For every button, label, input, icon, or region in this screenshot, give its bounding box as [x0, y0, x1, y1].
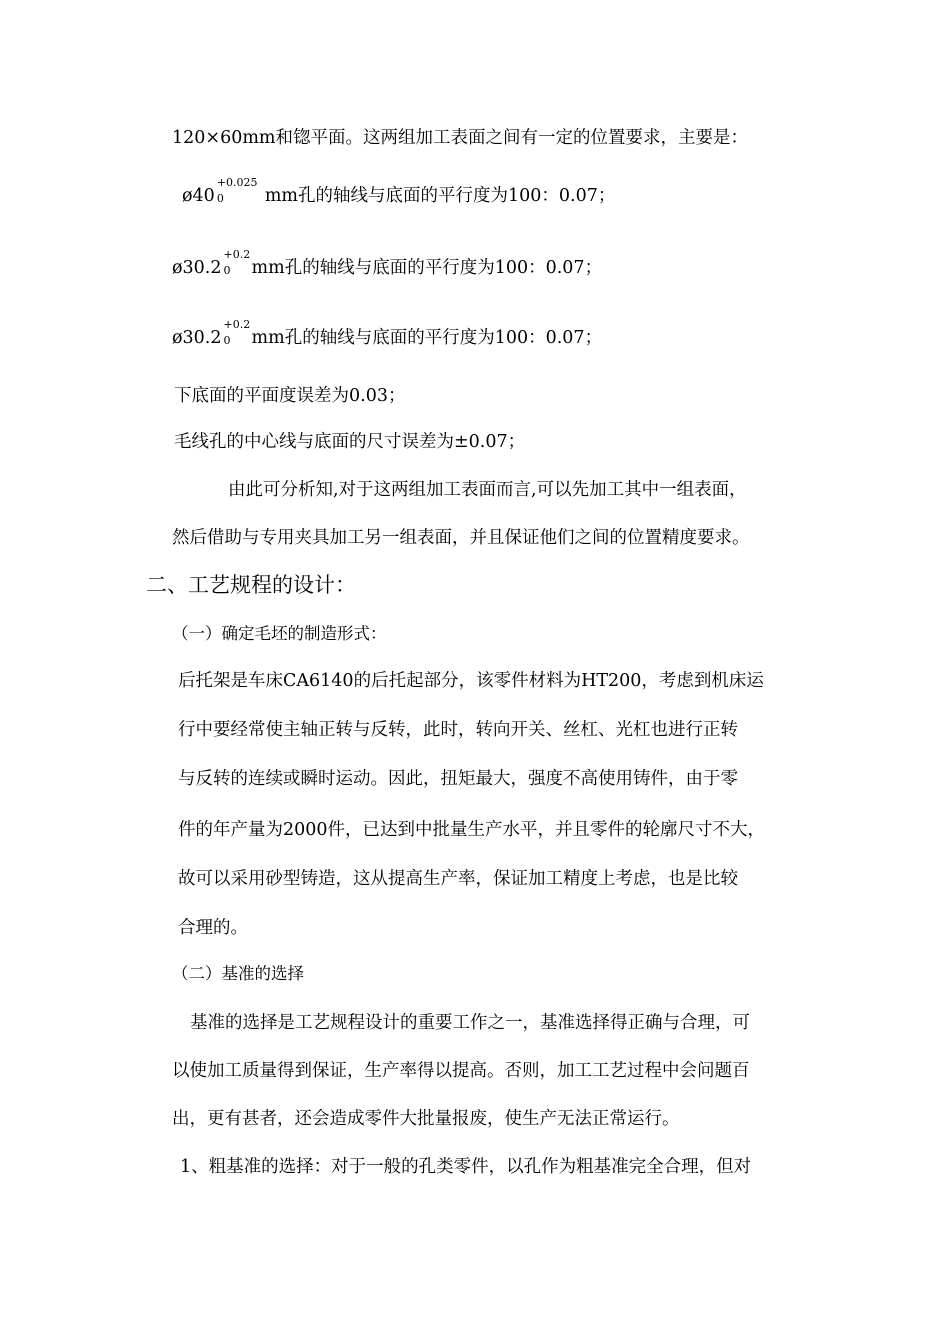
- requirement-2: [172, 248, 603, 280]
- sub1-line-1: 后托架是车床CA6140的后托起部分，该零件材料为HT200，考虑到机床运: [178, 671, 764, 691]
- requirement-3-lower: 0: [223, 334, 231, 347]
- sub1-line-3: 与反转的连续或瞬时运动。因此，扭矩最大，强度不高使用铸件，由于零: [178, 769, 738, 789]
- section-title: 二、工艺规程的设计：: [146, 573, 356, 597]
- sub1-line-2: 行中要经常使主轴正转与反转，此时，转向开关、丝杠、光杠也进行正转: [178, 720, 738, 740]
- sub2-line-3: 出，更有甚者，还会造成零件大批量报废，使生产无法正常运行。: [172, 1109, 680, 1129]
- flatness-line: 下底面的平面度误差为0.03；: [174, 386, 406, 406]
- sub1-line-5: 故可以采用砂型铸造，这从提高生产率，保证加工精度上考虑，也是比较: [178, 869, 738, 889]
- requirement-3-text: mm孔的轴线与底面的平行度为100：0.07；: [251, 328, 603, 348]
- requirement-1-lower: 0: [216, 192, 224, 205]
- sub1-line-6: 合理的。: [178, 918, 248, 938]
- analysis-line-2: 然后借助与专用夹具加工另一组表面，并且保证他们之间的位置精度要求。: [172, 528, 750, 548]
- requirement-3-upper: +0.2: [223, 318, 251, 331]
- requirement-3-tolerance: [222, 318, 252, 350]
- subsection-2-title: （二）基准的选择: [172, 964, 304, 983]
- requirement-1-upper: +0.025: [216, 176, 258, 189]
- analysis-line-1: 由此可分析知,对于这两组加工表面而言,可以先加工其中一组表面，: [228, 480, 747, 500]
- requirement-3: [172, 318, 603, 350]
- requirement-3-dim: ø30.2: [172, 328, 222, 348]
- requirement-1-text: mm孔的轴线与底面的平行度为100：0.07；: [264, 186, 616, 206]
- requirement-2-dim: ø30.2: [172, 258, 222, 278]
- requirement-2-text: mm孔的轴线与底面的平行度为100：0.07；: [251, 258, 603, 278]
- subsection-1-title: （一）确定毛坯的制造形式：: [172, 624, 387, 643]
- requirement-2-lower: 0: [223, 264, 231, 277]
- requirement-1-dim: ø40: [182, 186, 215, 206]
- requirement-1: [182, 176, 616, 208]
- requirement-1-tolerance: [215, 176, 265, 208]
- rough-datum-line: 1、粗基准的选择：对于一般的孔类零件，以孔作为粗基准完全合理，但对: [180, 1157, 752, 1177]
- requirement-2-upper: +0.2: [223, 248, 251, 261]
- requirement-2-tolerance: [222, 248, 252, 280]
- sub1-line-4: 件的年产量为2000件，已达到中批量生产水平，并且零件的轮廓尺寸不大，: [178, 820, 766, 840]
- sub2-line-1: 基准的选择是工艺规程设计的重要工作之一，基准选择得正确与合理，可: [190, 1013, 750, 1033]
- intro-line: 120×60mm和锪平面。这两组加工表面之间有一定的位置要求，主要是：: [172, 128, 749, 148]
- center-line-tolerance: 毛线孔的中心线与底面的尺寸误差为±0.07；: [174, 432, 526, 452]
- sub2-line-2: 以使加工质量得到保证，生产率得以提高。否则，加工工艺过程中会问题百: [172, 1061, 750, 1081]
